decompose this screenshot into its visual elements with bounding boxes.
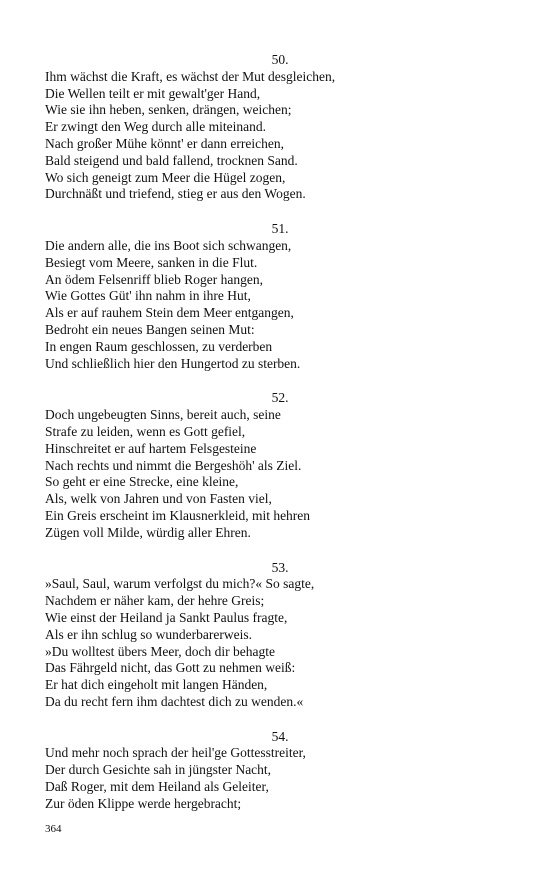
verse-line: Der durch Gesichte sah in jüngster Nacht, xyxy=(45,762,272,778)
verse-line: Er hat dich eingeholt mit langen Händen, xyxy=(45,677,268,693)
page-number: 364 xyxy=(45,823,62,835)
verse-line: Ein Greis erscheint im Klausnerkleid, mit hehren xyxy=(45,507,311,523)
stanza-number: 51. xyxy=(271,221,289,237)
verse-line: An ödem Felsenriff blieb Roger hangen, xyxy=(45,271,263,287)
verse-line: Und schließlich hier den Hungertod zu sterben. xyxy=(45,355,301,371)
verse-line: Bedroht ein neues Bangen seinen Mut: xyxy=(45,321,255,337)
verse-line: Das Fährgeld nicht, das Gott zu nehmen weiß: xyxy=(45,660,296,676)
verse-line: So geht er eine Strecke, eine kleine, xyxy=(45,474,239,490)
verse-line: Doch ungebeugten Sinns, bereit auch, seine xyxy=(45,407,281,423)
verse-line: Hinschreitet er auf hartem Felsgesteine xyxy=(45,440,257,456)
verse-line: Ihm wächst die Kraft, es wächst der Mut desgleichen, xyxy=(45,68,336,84)
verse-line: Durchnäßt und triefend, stieg er aus den Wogen. xyxy=(45,186,306,202)
verse-line: Wie einst der Heiland ja Sankt Paulus fragte, xyxy=(45,609,288,625)
verse-line: Als er auf rauhem Stein dem Meer entgangen, xyxy=(45,305,294,321)
verse-line: Die Wellen teilt er mit gewalt'ger Hand, xyxy=(45,85,261,101)
verse-line: Und mehr noch sprach der heil'ge Gottesstreiter, xyxy=(45,745,306,761)
verse-line: Bald steigend und bald fallend, trocknen Sand. xyxy=(45,152,298,168)
stanza-number: 54. xyxy=(271,728,289,744)
stanza xyxy=(45,52,515,203)
poem-text xyxy=(45,52,515,831)
verse-line: In engen Raum geschlossen, zu verderben xyxy=(45,338,273,354)
verse-line: Nach rechts und nimmt die Bergeshöh' als Ziel. xyxy=(45,457,302,473)
verse-line: Zur öden Klippe werde hergebracht; xyxy=(45,795,242,811)
verse-line: »Du wolltest übers Meer, doch dir behagte xyxy=(45,643,276,659)
verse-line: Wie sie ihn heben, senken, drängen, weichen; xyxy=(45,102,292,118)
verse-line: Er zwingt den Weg durch alle miteinand. xyxy=(45,119,266,135)
verse-line: Daß Roger, mit dem Heiland als Geleiter, xyxy=(45,779,269,795)
verse-line: Nach großer Mühe könnt' er dann erreichen, xyxy=(45,135,284,151)
verse-line: Nachdem er näher kam, der hehre Greis; xyxy=(45,593,265,609)
verse-line: Wie Gottes Güt' ihn nahm in ihre Hut, xyxy=(45,288,251,304)
stanza xyxy=(45,560,515,711)
verse-line: Besiegt vom Meere, sanken in die Flut. xyxy=(45,254,258,270)
verse-line: Zügen voll Milde, würdig aller Ehren. xyxy=(45,524,251,540)
verse-line: Die andern alle, die ins Boot sich schwangen, xyxy=(45,237,292,253)
stanza-number: 53. xyxy=(271,559,289,575)
verse-line: »Saul, Saul, warum verfolgst du mich?« So sagte, xyxy=(45,576,315,592)
stanza-number: 50. xyxy=(271,52,289,67)
verse-line: Als er ihn schlug so wunderbarerweis. xyxy=(45,626,252,642)
verse-line: Wo sich geneigt zum Meer die Hügel zogen, xyxy=(45,169,286,185)
stanza xyxy=(45,729,515,813)
stanza xyxy=(45,390,515,541)
verse-line: Strafe zu leiden, wenn es Gott gefiel, xyxy=(45,423,246,439)
verse-line: Da du recht fern ihm dachtest dich zu wenden.« xyxy=(45,693,304,709)
verse-line: Als, welk von Jahren und von Fasten viel, xyxy=(45,491,272,507)
stanza xyxy=(45,221,515,372)
stanza-number: 52. xyxy=(271,390,289,406)
